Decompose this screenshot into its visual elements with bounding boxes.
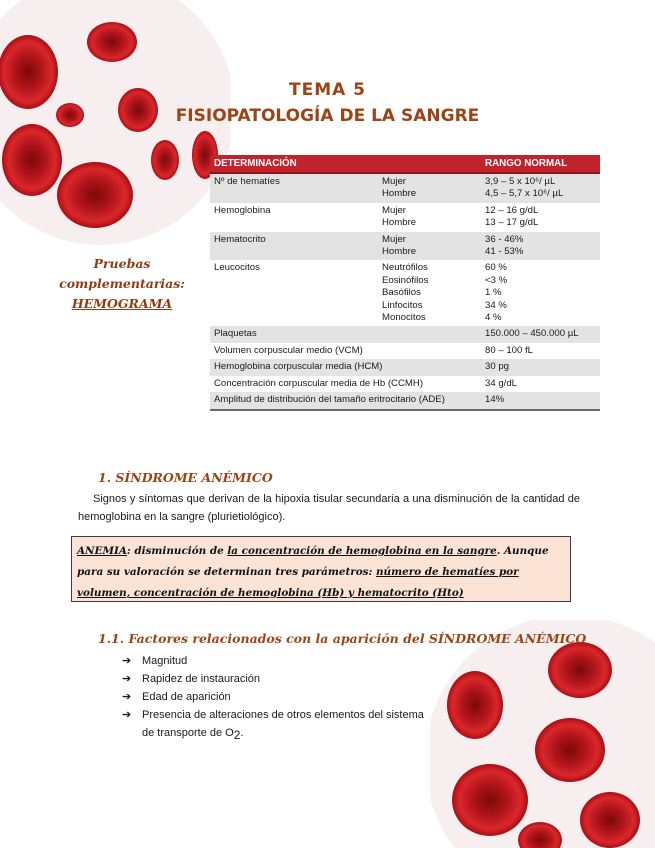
table-cell-range: 80 – 100 fL [485, 344, 534, 356]
table-row [210, 203, 600, 232]
sub-label: Linfocitos [382, 299, 423, 311]
table-cell-range [481, 232, 600, 261]
sub-label: Neutrófilos [382, 262, 428, 274]
arrow-icon: ➔ [122, 691, 132, 703]
table-cell-sub [378, 260, 481, 326]
list-item-text: Presencia de alteraciones de otros elementos del sistema de transporte de O [142, 709, 424, 739]
range-value: 12 – 16 g/dL [485, 204, 539, 216]
table-cell-param: Hemoglobina corpuscular media (HCM) [210, 359, 481, 375]
list-item-text: Rapidez de instauración [142, 673, 261, 685]
table-cell-sub [378, 203, 481, 232]
sub-label: Eosinófilos [382, 274, 429, 286]
blood-cell [535, 718, 605, 782]
definition-term: ANEMIA [77, 545, 127, 557]
blood-cell [548, 642, 612, 698]
column-header: DETERMINACIÓN [210, 155, 378, 173]
table-cell-sub [378, 232, 481, 261]
blood-cell [57, 162, 133, 228]
table-cell-param: Plaquetas [210, 326, 481, 342]
table-row [210, 173, 600, 203]
table-cell-range [481, 260, 600, 326]
blood-cell [452, 764, 528, 836]
table-row [210, 326, 600, 342]
table-row [210, 343, 600, 359]
sub-label: Mujer [382, 176, 406, 187]
definition-text: disminución de [134, 545, 228, 557]
definition-parameters: número de hematíes por volumen, concentración de hemoglobina (Hb) y hematocrito (Hto) [77, 566, 519, 599]
table-row [210, 260, 600, 326]
table-cell-sub [378, 173, 481, 203]
sidebar-label [52, 254, 192, 314]
period: . [240, 727, 244, 739]
blood-cell [447, 671, 503, 739]
hemogram-table [210, 155, 600, 411]
table-cell-range: 14% [481, 392, 600, 409]
sub-label: Basófilos [382, 287, 421, 299]
definition-box [71, 536, 571, 602]
list-item-text: Magnitud [142, 655, 188, 667]
factors-list [122, 652, 432, 744]
blood-cell [580, 792, 640, 848]
range-value: 36 - 46% [485, 233, 524, 245]
table-row [210, 232, 600, 261]
list-item [122, 652, 432, 670]
blood-cell [151, 140, 179, 180]
table-row [210, 359, 600, 375]
table-cell-range: 150.000 – 450.000 µL [481, 326, 600, 342]
column-header: RANGO NORMAL [481, 155, 600, 173]
section-paragraph [78, 490, 580, 526]
column-header [378, 155, 481, 173]
paragraph-text: Signos y síntomas que derivan de la hipoxia tisular secundaria a una disminución de la cantidad de hemoglobina en la sangre (plurietiológico). [78, 493, 580, 523]
sidebar-line-2: complementarias: [59, 276, 185, 291]
table-cell-param: Leucocitos [214, 262, 260, 274]
sidebar-line-1: Pruebas [93, 256, 151, 271]
definition-text: . Aunque para su valoración se determinan tres parámetros: [77, 545, 549, 578]
page-title: FISIOPATOLOGÍA DE LA SANGRE [175, 106, 480, 126]
blood-cell [87, 22, 137, 62]
section-heading-1: 1. SÍNDROME ANÉMICO [98, 470, 273, 485]
subscript: 2 [233, 728, 241, 743]
sidebar-line-3: HEMOGRAMA [71, 296, 173, 311]
table-header-row [210, 155, 600, 173]
arrow-icon: ➔ [122, 709, 132, 721]
table-cell-range [481, 173, 600, 203]
section-heading-1-1: 1.1. Factores relacionados con la aparición del SÍNDROME ANÉMICO [98, 631, 587, 646]
range-value: 13 – 17 g/dL [485, 217, 539, 229]
arrow-icon: ➔ [122, 673, 132, 685]
sub-label: Monocitos [382, 312, 426, 324]
sub-label: Hombre [382, 188, 417, 200]
table-cell-param: Concentración corpuscular media de Hb (CCMH) [214, 377, 424, 389]
table-cell-range: 30 pg [481, 359, 600, 375]
sub-label: Mujer [382, 233, 406, 245]
table-cell-param: Nº de hematíes [210, 173, 378, 203]
list-item [122, 688, 432, 706]
topic-number: TEMA 5 [288, 80, 367, 100]
table-cell-param: Hematocrito [210, 232, 378, 261]
list-item-text: Edad de aparición [142, 691, 231, 703]
sub-label: Mujer [382, 204, 406, 216]
table-cell-range [481, 203, 600, 232]
sub-label: Hombre [382, 246, 417, 258]
range-value: 41 - 53% [485, 246, 524, 258]
table-cell-param: Amplitud de distribución del tamaño eritrocitario (ADE) [210, 392, 481, 409]
range-value: 1 % [485, 287, 502, 299]
range-value: 34 % [485, 299, 507, 311]
table-cell-range: 34 g/dL [485, 377, 518, 389]
list-item [122, 706, 432, 744]
arrow-icon: ➔ [122, 655, 132, 667]
range-value: 4 % [485, 312, 502, 324]
range-value: 60 % [485, 262, 507, 274]
definition-key-phrase: la concentración de hemoglobina en la sangre [227, 545, 497, 557]
blood-cell [2, 124, 62, 196]
table-row [210, 392, 600, 409]
table-row [210, 376, 600, 392]
table-cell-param: Hemoglobina [214, 204, 271, 216]
sub-label: Hombre [382, 217, 417, 229]
blood-cells-bottom-illustration [430, 620, 655, 848]
table-cell-param: Volumen corpuscular medio (VCM) [214, 344, 363, 356]
range-value: <3 % [485, 274, 508, 286]
range-value: 3,9 – 5 x 10⁶/ µL [485, 176, 556, 187]
definition-sep: : [126, 545, 135, 557]
range-value: 4,5 – 5,7 x 10⁶/ µL [485, 188, 564, 200]
list-item [122, 670, 432, 688]
